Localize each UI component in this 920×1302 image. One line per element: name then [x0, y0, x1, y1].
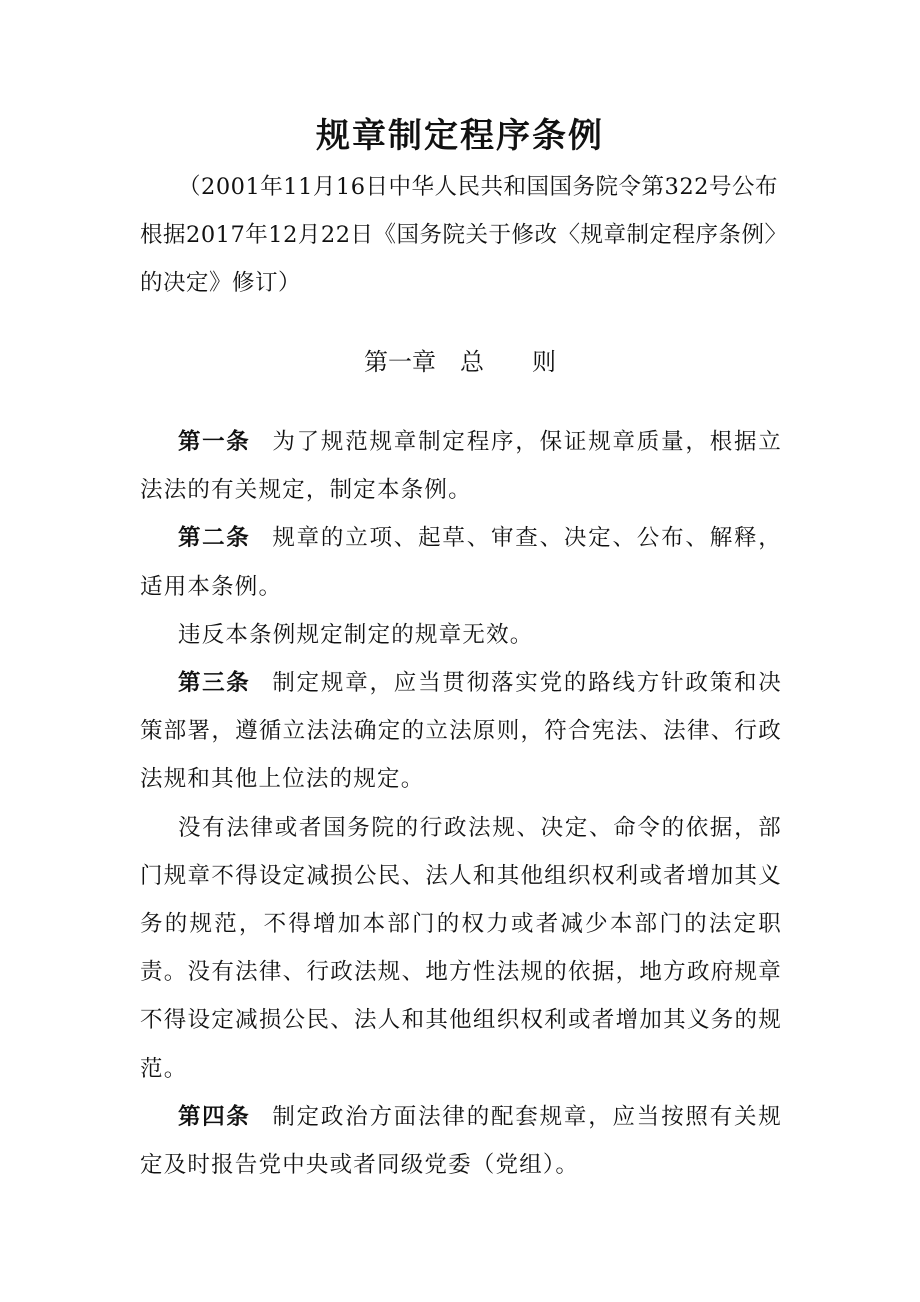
document-body [140, 418, 782, 1189]
paragraph [140, 611, 782, 659]
paragraph-text: 规章的立项、起草、审查、决定、公布、解释，适用本条例。 [140, 525, 782, 600]
chapter-title: 第一章 总 则 [364, 348, 556, 376]
article-number: 第一条 [178, 429, 251, 455]
article-number: 第三条 [178, 670, 251, 697]
article-number: 第四条 [178, 1103, 251, 1130]
document-title: 规章制定程序条例 [316, 116, 604, 156]
paragraph [140, 514, 782, 610]
paragraph-text: 制定政治方面法律的配套规章，应当按照有关规定及时报告党中央或者同级党委（党组）。 [140, 1103, 782, 1179]
paragraph [140, 659, 782, 804]
paragraph-text: 没有法律或者国务院的行政法规、决定、命令的依据，部门规章不得设定减损公民、法人和其他组织权利或者增加其义务的规范，不得增加本部门的权力或者减少本部门的法定职责。没有法律、行政法规、地方性法规的依据，地方政府规章不得设定减损公民、法人和其他组织权利或者增加其义务的规范。 [140, 814, 782, 1082]
paragraph-text: 为了规范规章制定程序，保证规章质量，根据立法法的有关规定，制定本条例。 [140, 429, 782, 504]
paragraph [140, 418, 782, 514]
paragraph-text: 制定规章，应当贯彻落实党的路线方针政策和决策部署，遵循立法法确定的立法原则，符合宪法、法律、行政法规和其他上位法的规定。 [140, 670, 782, 793]
document-subtitle: （2001年11月16日中华人民共和国国务院令第322号公布 根据2017年12月22日《国务院关于修改〈规章制定程序条例〉的决定》修订） [140, 174, 801, 296]
paragraph-text: 违反本条例规定制定的规章无效。 [178, 621, 534, 648]
paragraph [140, 1093, 782, 1189]
article-number: 第二条 [178, 525, 251, 552]
paragraph [140, 804, 782, 1093]
